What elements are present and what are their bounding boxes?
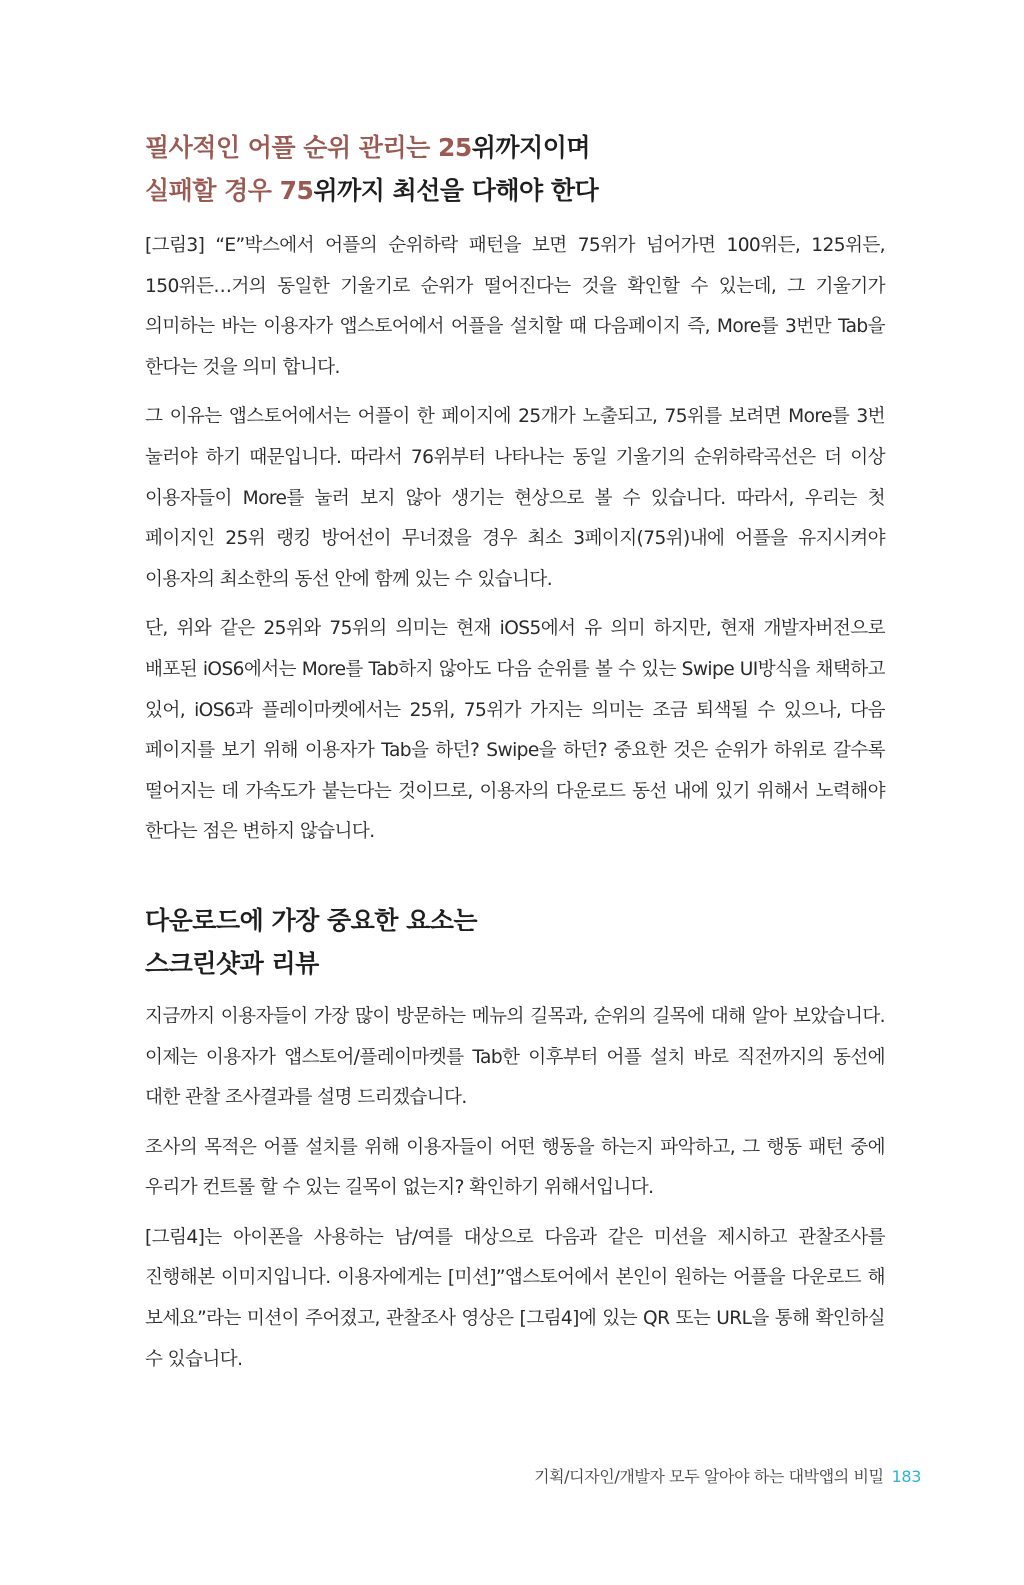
heading-text: 위까지이며 [471,133,591,162]
body-paragraph: [그림4]는 아이폰을 사용하는 남/여를 대상으로 다음과 같은 미션을 제시하고 관찰조사를 진행해본 이미지입니다. 이용자에게는 [미션]”앱스토어에서 본인이 원하는 어플을 다운로드 해 보세요”라는 미션이 주어졌고, 관찰조사 영상은 [그림4]에 있는 QR 또는 URL을 통해 확인하실 수 있습니다. [145,1226,885,1370]
page-content [145,126,885,1389]
body-paragraph: 단, 위와 같은 25위와 75위의 의미는 현재 iOS5에서 유 의미 하지만, 현재 개발자버전으로 배포된 iOS6에서는 More를 Tab하지 않아도 다음 순위를 볼 수 있는 Swipe UI방식을 채택하고 있어, iOS6과 플레이마켓에서는 25위, 75위가 가지는 의미는 조금 퇴색될 수 있으나, 다음 페이지를 보기 위해 이용자가 Tab을 하던? Swipe을 하던? 중요한 것은 순위가 하위로 갈수록 떨어지는 데 가속도가 붙는다는 것이므로, 이용자의 다운로드 동선 내에 있기 위해서 노력해야 한다는 점은 변하지 않습니다. [145,618,885,843]
body-paragraph: 그 이유는 앱스토어에서는 어플이 한 페이지에 25개가 노출되고, 75위를 보려면 More를 3번 눌러야 하기 때문입니다. 따라서 76위부터 나타나는 동일 기울기의 순위하락곡선은 더 이상 이용자들이 More를 눌러 보지 않아 생기는 현상으로 볼 수 있습니다. 따라서, 우리는 첫 페이지인 25위 랭킹 방어선이 무너졌을 경우 최소 3페이지(75위)내에 어플을 유지시켜야 이용자의 최소한의 동선 안에 함께 있는 수 있습니다. [145,406,885,590]
heading-accent-text: 필사적인 어플 순위 관리는 25 [145,133,472,162]
running-title: 기획/디자인/개발자 모두 알아야 하는 대박앱의 비밀 [534,1467,884,1486]
page-number: 183 [891,1467,921,1486]
heading-text: 위까지 최선을 다해야 한다 [313,176,599,205]
heading-line: 다운로드에 가장 중요한 요소는 [145,905,478,935]
section-heading-download [145,899,885,985]
body-paragraph: 조사의 목적은 어플 설치를 위해 이용자들이 어떤 행동을 하는지 파악하고, 그 행동 패턴 중에 우리가 컨트롤 할 수 있는 길목이 없는지? 확인하기 위해서입니다. [145,1136,885,1199]
heading-accent-text: 실패할 경우 75 [145,176,314,205]
page-footer [534,1466,921,1488]
heading-line: 스크린샷과 리뷰 [145,948,319,978]
heading-line [145,169,885,212]
heading-line [145,126,885,169]
section-heading-ranking [145,126,885,212]
body-paragraph: [그림3] “E”박스에서 어플의 순위하락 패턴을 보면 75위가 넘어가면 100위든, 125위든, 150위든…거의 동일한 기울기로 순위가 떨어진다는 것을 확인할 수 있는데, 그 기울기가 의미하는 바는 이용자가 앱스토어에서 어플을 설치할 때 다음페이지 즉, More를 3번만 Tab을 한다는 것을 의미 합니다. [145,235,885,378]
body-paragraph: 지금까지 이용자들이 가장 많이 방문하는 메뉴의 길목과, 순위의 길목에 대해 알아 보았습니다. 이제는 이용자가 앱스토어/플레이마켓를 Tab한 이후부터 어플 설치 바로 직전까지의 동선에 대한 관찰 조사결과를 설명 드리겠습니다. [145,1005,885,1109]
